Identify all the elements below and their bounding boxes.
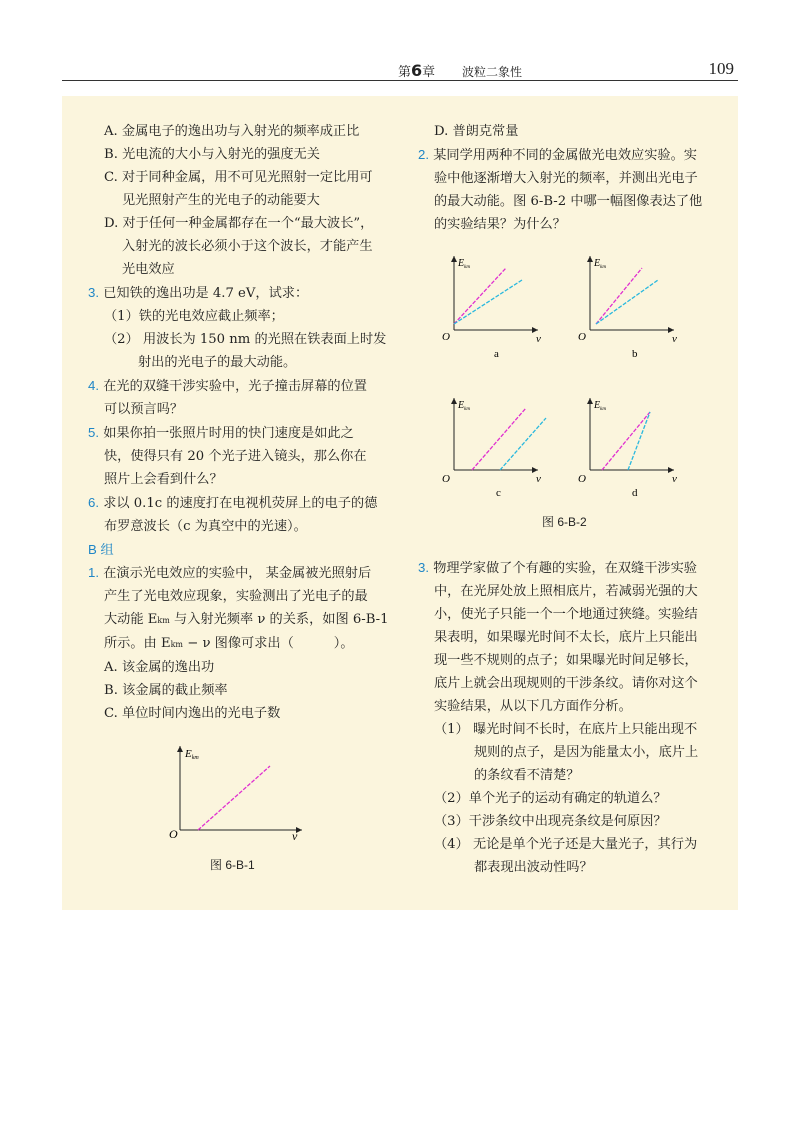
question-number: 3.	[418, 560, 429, 575]
question-number: 1.	[88, 565, 99, 580]
left-column	[88, 120, 424, 725]
question-2-cont: 验中他逐渐增大入射光的频率，并测出光电子	[434, 171, 698, 186]
svg-text:Ekm: $E_{km}$	[458, 400, 470, 412]
question-3-right-part2: （2）单个光子的运动有确定的轨道么？	[434, 791, 667, 806]
chapter-label: 第6章	[398, 61, 436, 80]
label-a: a	[494, 348, 499, 360]
question-text: 已知铁的逸出功是 4.7 eV，试求：	[103, 286, 309, 301]
option-d-planck: D. 普朗克常量	[434, 124, 519, 139]
option-d-cont2: 光电效应	[122, 262, 175, 277]
question-4-cont: 可以预言吗？	[104, 402, 184, 417]
svg-text:ν: ν	[536, 333, 541, 345]
page-number: 109	[708, 59, 734, 78]
question-5-cont2: 照片上会看到什么？	[104, 472, 223, 487]
group-b-question-1-cont: 产生了光电效应现象，实验测出了光电子的最	[104, 589, 368, 604]
line-metal-2	[596, 280, 658, 324]
label-b: b	[632, 348, 638, 360]
question-text: 求以 0.1c 的速度打在电视机荧屏上的电子的德	[103, 496, 378, 511]
svg-text:ν: ν	[536, 473, 541, 485]
x-axis-label: ν	[292, 829, 298, 842]
figure-6-B-2-caption: 图 6-B-2	[542, 515, 587, 529]
question-5-cont: 快，使得只有 20 个光子进入镜头，那么你在	[104, 449, 367, 464]
option-c-cont: 见光照射产生的光电子的动能要大	[122, 193, 320, 208]
option-d-cont: 入射光的波长必须小于这个波长，才能产生	[122, 239, 373, 254]
question-3-right	[418, 556, 734, 580]
right-column-lower	[418, 556, 734, 879]
group-b-question-1	[88, 561, 424, 585]
question-text: 某同学用两种不同的金属做光电效应实验。实	[433, 148, 697, 163]
svg-text:O: O	[578, 331, 586, 343]
question-5	[88, 421, 424, 445]
line-metal-2	[500, 418, 546, 470]
question-2	[418, 143, 734, 167]
figure-6-B-1-caption: 图 6-B-1	[210, 858, 255, 872]
page-header	[62, 58, 738, 81]
svg-text:Ekm: $E_{km}$	[594, 258, 606, 270]
question-3-part2-cont: 射出的光电子的最大动能。	[138, 355, 297, 370]
svg-text:Ekm: $E_{km}$	[458, 258, 470, 270]
svg-text:ν: ν	[672, 473, 677, 485]
question-6	[88, 491, 424, 515]
question-text: 在演示光电效应的实验中， 某金属被光照射后	[103, 566, 372, 581]
line-metal-2	[628, 412, 650, 470]
graph-b	[578, 256, 677, 360]
question-3-right-part1-cont2: 的条纹看不清楚？	[474, 768, 580, 783]
question-text: 物理学家做了个有趣的实验，在双缝干涉实验	[433, 561, 697, 576]
line-metal-1	[602, 412, 650, 470]
line-metal-1	[596, 268, 642, 324]
graph-a	[442, 256, 541, 360]
group-b-heading: B 组	[88, 542, 114, 557]
group-b-question-1-cont2: 大动能 Ekm 与入射光频率 ν 的关系，如图 6-B-1	[104, 612, 389, 627]
label-d: d	[632, 487, 638, 499]
question-number: 4.	[88, 378, 99, 393]
question-2-cont3: 的实验结果？为什么？	[434, 217, 566, 232]
question-number: 2.	[418, 147, 429, 162]
group-b-option-c: C. 单位时间内逸出的光电子数	[104, 706, 281, 721]
question-4	[88, 374, 424, 398]
line-metal-1	[472, 408, 526, 470]
option-d: D. 对于任何一种金属都存在一个“最大波长”，	[104, 216, 374, 231]
question-3-part1: （1）铁的光电效应截止频率；	[104, 309, 284, 324]
option-a: A. 金属电子的逸出功与入射光的频率成正比	[104, 124, 360, 139]
question-3-right-cont5: 底片上就会出现规则的干涉条纹。请你对这个	[434, 676, 698, 691]
question-3-right-cont4: 现一些不规则的点子；如果曝光时间足够长，	[434, 653, 698, 668]
graph-d	[578, 398, 677, 499]
question-3	[88, 281, 424, 305]
question-3-part2: （2） 用波长为 150 nm 的光照在铁表面上时发	[104, 332, 387, 347]
option-c: C. 对于同种金属，用不可见光照射一定比用可	[104, 170, 373, 185]
option-b: B. 光电流的大小与入射光的强度无关	[104, 147, 320, 162]
group-b-question-1-cont3: 所示。由 Ekm − ν 图像可求出（ ）。	[104, 636, 354, 651]
group-b-option-b: B. 该金属的截止频率	[104, 683, 228, 698]
question-3-right-cont2: 小，使光子只能一个一个地通过狭缝。实验结	[434, 607, 698, 622]
question-6-cont: 布罗意波长（c 为真空中的光速）。	[104, 519, 307, 534]
svg-text:ν: ν	[672, 333, 677, 345]
svg-text:O: O	[442, 331, 450, 343]
question-text: 在光的双缝干涉实验中，光子撞击屏幕的位置	[103, 379, 367, 394]
question-text: 如果你拍一张照片时用的快门速度是如此之	[103, 426, 354, 441]
figure-6-B-2	[436, 252, 706, 512]
svg-text:O: O	[578, 473, 586, 485]
origin-label: O	[169, 827, 178, 841]
graph-c	[442, 398, 546, 499]
question-3-right-part4-cont: 都表现出波动性吗？	[474, 860, 593, 875]
question-3-right-part3: （3）干涉条纹中出现亮条纹是何原因？	[434, 814, 667, 829]
question-number: 5.	[88, 425, 99, 440]
chapter-title: 波粒二象性	[462, 65, 523, 79]
svg-text:Ekm: $E_{km}$	[594, 400, 606, 412]
question-number: 3.	[88, 285, 99, 300]
group-b-option-a: A. 该金属的逸出功	[104, 660, 215, 675]
label-c: c	[496, 487, 501, 499]
figure-6-B-1	[160, 742, 310, 842]
question-3-right-cont1: 中，在光屏处放上照相底片，若减弱光强的大	[434, 584, 698, 599]
question-3-right-part1: （1） 曝光时间不长时，在底片上只能出现不	[434, 722, 698, 737]
question-2-cont2: 的最大动能。图 6-B-2 中哪一幅图像表达了他	[434, 194, 703, 209]
question-3-right-part4: （4） 无论是单个光子还是大量光子，其行为	[434, 837, 698, 852]
question-3-right-cont6: 实验结果，从以下几方面作分析。	[434, 699, 632, 714]
question-number: 6.	[88, 495, 99, 510]
question-3-right-part1-cont: 规则的点子，是因为能量太小，底片上	[474, 745, 699, 760]
svg-text:O: O	[442, 473, 450, 485]
question-3-right-cont3: 果表明，如果曝光时间不太长，底片上只能出	[434, 630, 698, 645]
right-column	[418, 120, 734, 236]
y-axis-label: Ekm	[185, 748, 199, 761]
data-line	[198, 766, 270, 830]
